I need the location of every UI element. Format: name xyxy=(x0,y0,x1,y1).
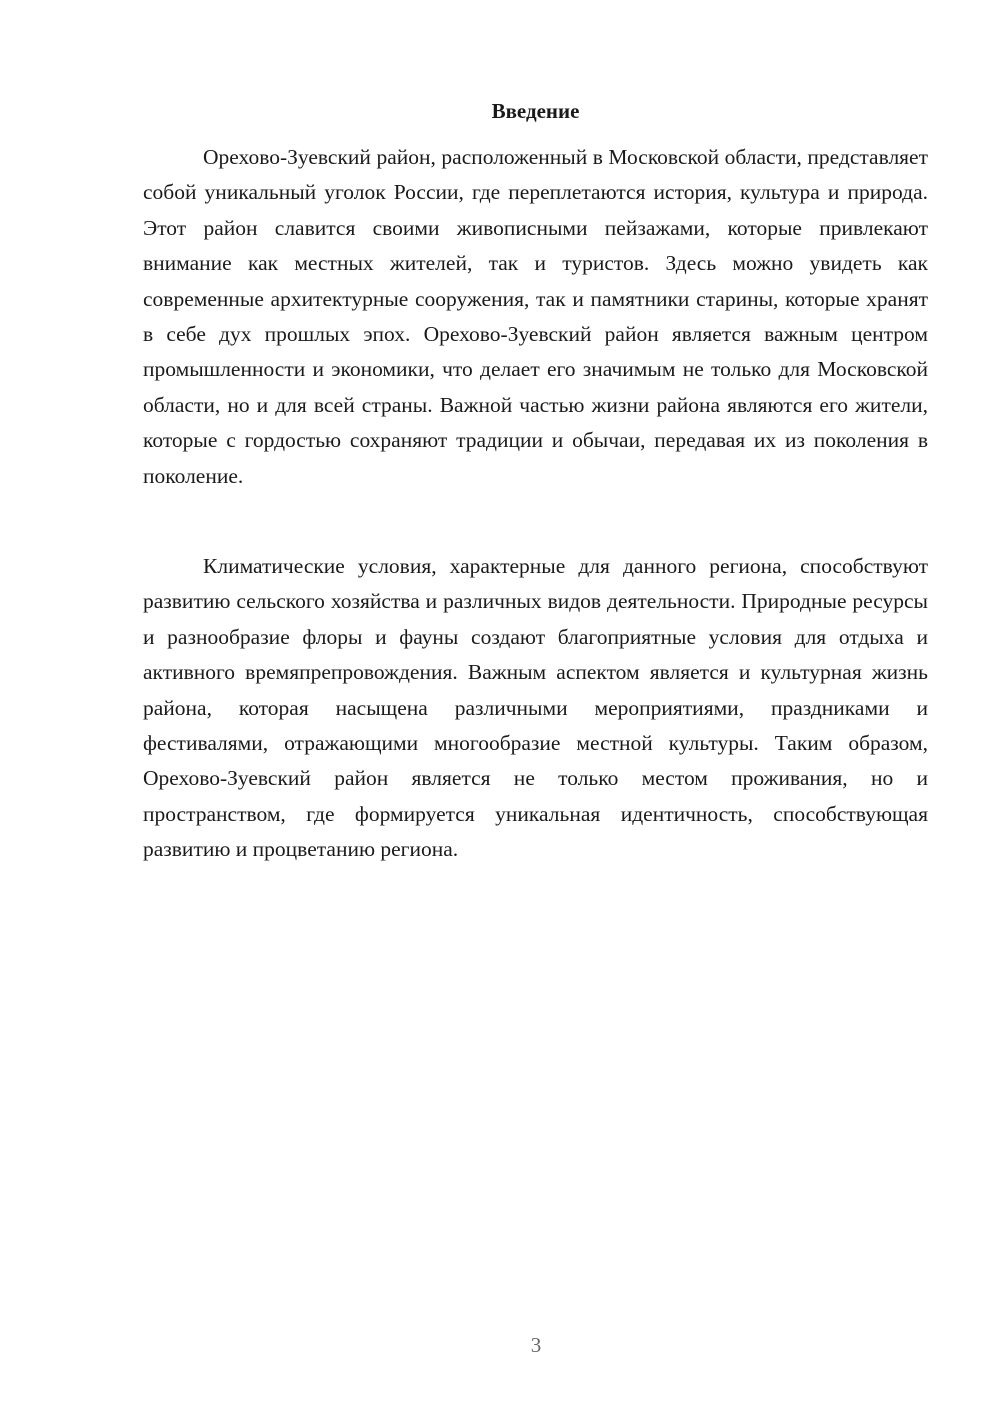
paragraph-climate: Климатические условия, характерные для данного региона, способствуют развитию сельского хозяйства и различных видов деятельности. Природные ресурсы и разнообразие флоры и фауны создают благоприятные условия для отдыха и активного времяпрепровождения. Важным аспектом является и культурная жизнь района, которая насыщена различными мероприятиями, праздниками и фестивалями, отражающими многообразие местной культуры. Таким образом, Орехово-Зуевский район является не только местом проживания, но и пространством, где формируется уникальная идентичность, способствующая развитию и процветанию региона. xyxy=(143,554,928,862)
paragraph-intro: Орехово-Зуевский район, расположенный в Московской области, представляет собой уникальный уголок России, где переплетаются история, культура и природа. Этот район славится своими живописными пейзажами, которые привлекают внимание как местных жителей, так и туристов. Здесь можно увидеть как современные архитектурные сооружения, так и памятники старины, которые хранят в себе дух прошлых эпох. Орехово-Зуевский район является важным центром промышленности и экономики, что делает его значимым не только для Московской области, но и для всей страны. Важной частью жизни района являются его жители, которые с гордостью сохраняют традиции и обычаи, передавая их из поколения в поколение. xyxy=(143,145,928,488)
page-number: 3 xyxy=(530,1333,542,1357)
section-heading: Введение xyxy=(491,99,580,123)
